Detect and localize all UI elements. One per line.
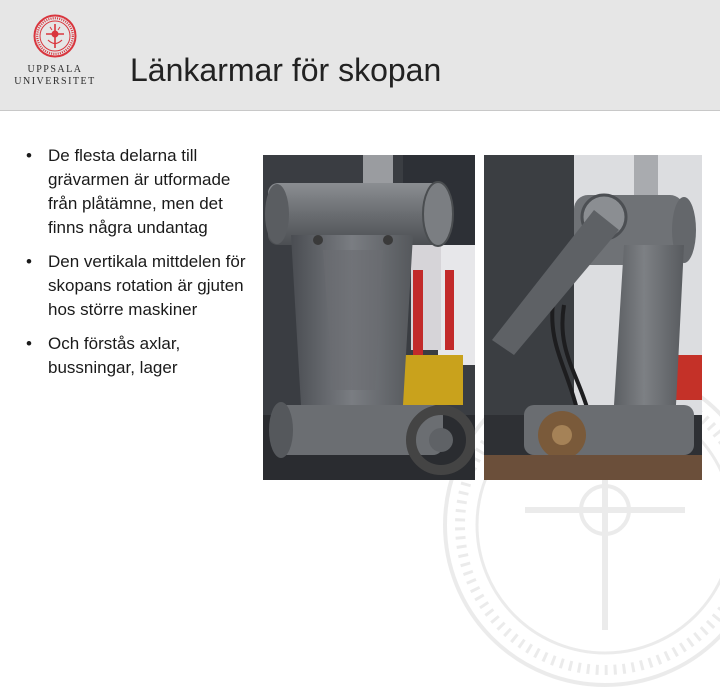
- bullet-item: [22, 332, 247, 380]
- logo-wordmark-line1: UPPSALA: [27, 64, 83, 75]
- bullet-item: [22, 144, 247, 240]
- bullet-text: De flesta delarna till grävarmen är utformade från plåtämne, men det finns några undantag: [48, 146, 231, 237]
- photo-linkage-side: [484, 155, 702, 480]
- bullet-glyph: •: [26, 146, 32, 165]
- slide-title: Länkarmar för skopan: [130, 52, 442, 88]
- bullet-text: Och förstås axlar, bussningar, lager: [48, 334, 181, 377]
- photo-linkage-front: [263, 155, 475, 480]
- university-logo: [12, 14, 98, 94]
- bullet-glyph: •: [26, 334, 32, 353]
- header-divider: [0, 110, 720, 111]
- bullet-text: Den vertikala mittdelen för skopans rotation är gjuten hos större maskiner: [48, 252, 246, 319]
- bullet-glyph: •: [26, 252, 32, 271]
- slide-header: [0, 0, 720, 110]
- bullet-list: [22, 144, 247, 390]
- photo-linkage-side-image: [484, 155, 702, 480]
- logo-wordmark-line2: UNIVERSITET: [14, 76, 96, 87]
- photo-linkage-front-image: [263, 155, 475, 480]
- seal-icon: [33, 14, 77, 58]
- bullet-item: [22, 250, 247, 322]
